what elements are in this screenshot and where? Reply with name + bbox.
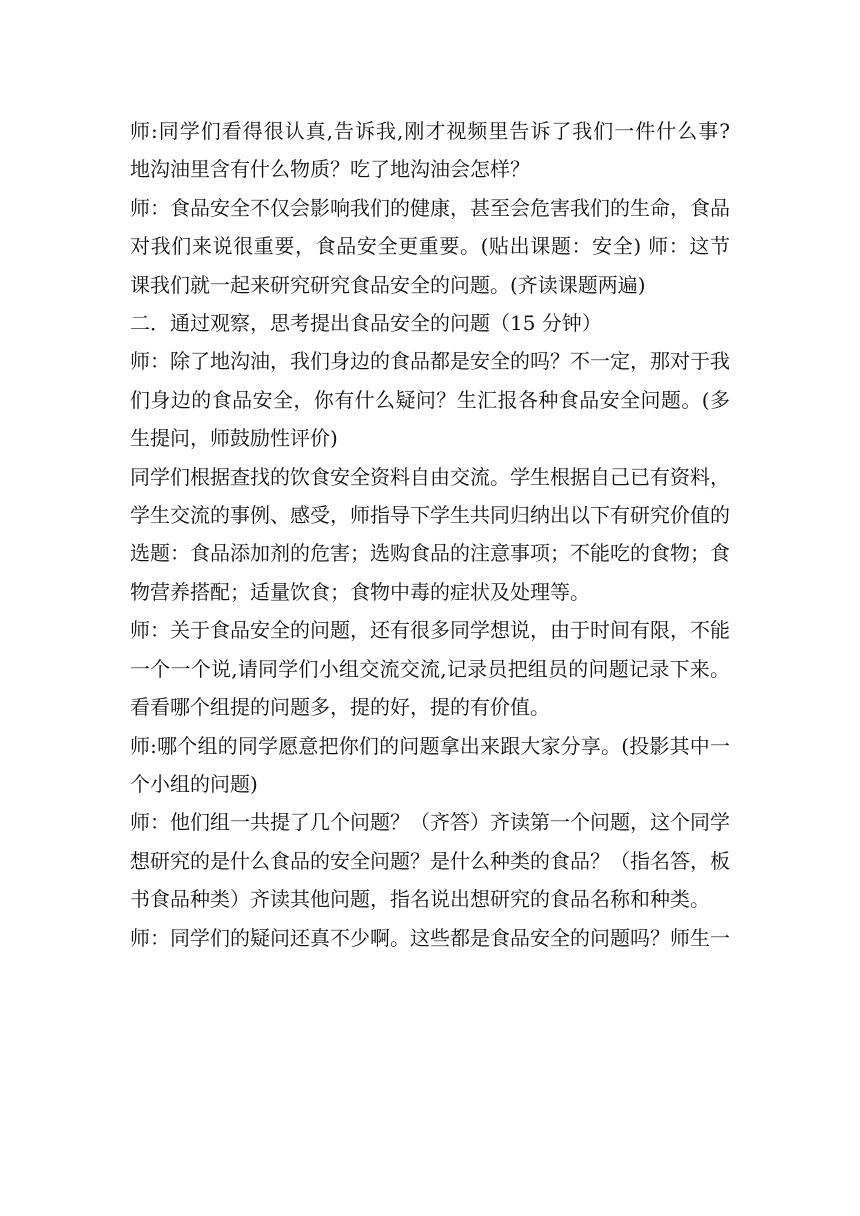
text-line: 想研究的是什么食品的安全问题？是什么种类的食品？（指名答，板 (130, 848, 730, 873)
text-line: 同学们根据查找的饮食安全资料自由交流。学生根据自己已有资料， (130, 464, 730, 489)
text-line: 师：同学们的疑问还真不少啊。这些都是食品安全的问题吗？师生一 (130, 925, 730, 950)
text-line: 看看哪个组提的问题多，提的好，提的有价值。 (130, 695, 550, 720)
text-line: 师:哪个组的同学愿意把你们的问题拿出来跟大家分享。(投影其中一 (130, 733, 730, 758)
text-line: 师：食品安全不仅会影响我们的健康，甚至会危害我们的生命，食品 (130, 195, 730, 220)
text-line: 对我们来说很重要，食品安全更重要。(贴出课题：安全) 师：这节 (130, 234, 730, 259)
text-line: 选题：食品添加剂的危害；选购食品的注意事项；不能吃的食物；食 (130, 541, 730, 566)
section-heading (130, 304, 730, 342)
text-line: 二．通过观察，思考提出食品安全的问题（15 分钟） (130, 311, 602, 336)
text-line: 师：关于食品安全的问题，还有很多同学想说，由于时间有限，不能 (130, 618, 730, 643)
paragraph-2 (130, 189, 730, 304)
text-line: 课我们就一起来研究研究食品安全的问题。(齐读课题两遍) (130, 272, 646, 297)
paragraph-7 (130, 803, 730, 918)
text-line: 师：除了地沟油，我们身边的食品都是安全的吗？不一定，那对于我 (130, 349, 730, 374)
text-line: 生提问，师鼓励性评价) (130, 426, 338, 451)
paragraph-4 (130, 458, 730, 612)
text-line: 师：他们组一共提了几个问题？（齐答）齐读第一个问题，这个同学 (130, 810, 730, 835)
text-line: 们身边的食品安全，你有什么疑问？生汇报各种食品安全问题。(多 (130, 387, 730, 412)
text-line: 物营养搭配；适量饮食；食物中毒的症状及处理等。 (130, 579, 590, 604)
text-line: 学生交流的事例、感受，师指导下学生共同归纳出以下有研究价值的 (130, 503, 730, 528)
text-line: 地沟油里含有什么物质？吃了地沟油会怎样？ (130, 157, 530, 182)
paragraph-1 (130, 112, 730, 189)
text-line: 一个一个说,请同学们小组交流交流,记录员把组员的问题记录下来。 (130, 656, 730, 681)
paragraph-8 (130, 919, 730, 957)
document-body (130, 112, 730, 957)
text-line: 个小组的问题) (130, 771, 258, 796)
text-line: 师:同学们看得很认真,告诉我,刚才视频里告诉了我们一件什么事? (130, 119, 730, 143)
paragraph-3 (130, 342, 730, 457)
text-line: 书食品种类）齐读其他问题，指名说出想研究的食品名称和种类。 (130, 887, 710, 912)
paragraph-5 (130, 611, 730, 726)
paragraph-6 (130, 727, 730, 804)
